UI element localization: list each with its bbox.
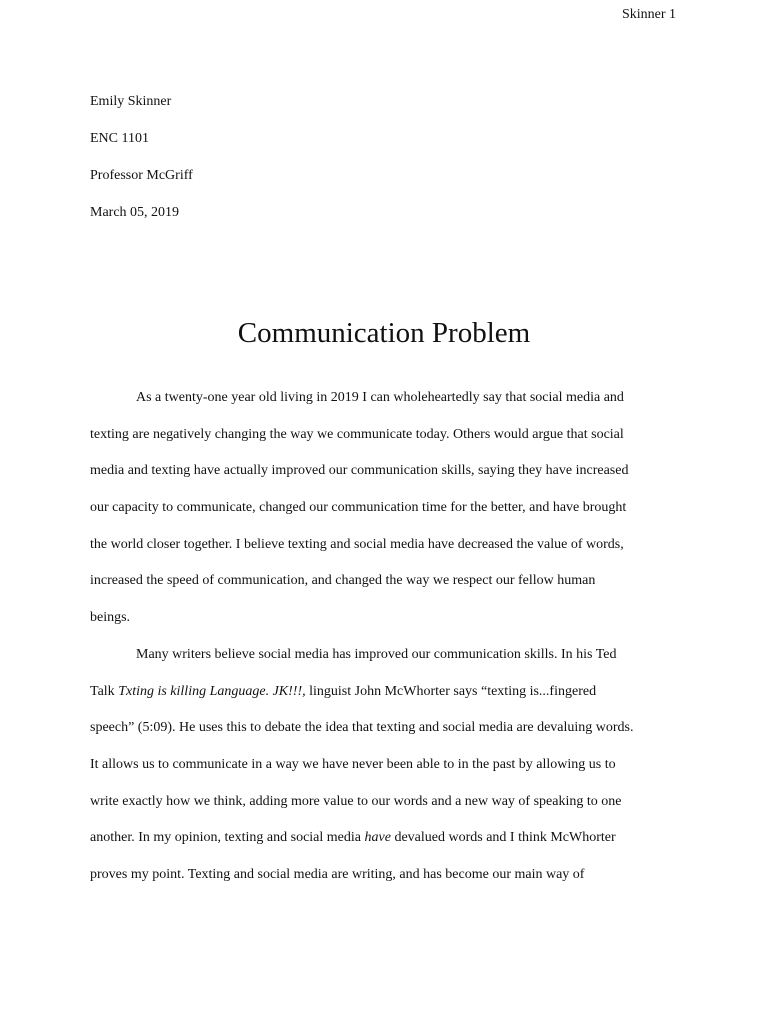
text-segment: devalued words and I think McWhorter <box>390 830 616 846</box>
mla-heading <box>90 93 193 241</box>
paragraph-1-line-4: our capacity to communicate, changed our communication time for the better, and have brought <box>90 500 627 516</box>
paragraph-1-line-6: increased the speed of communication, and changed the way we respect our fellow human <box>90 573 596 589</box>
course-name: ENC 1101 <box>90 131 149 146</box>
cited-talk-title: Txting is killing Language. JK!!!, <box>118 683 306 699</box>
professor-name: Professor McGriff <box>90 168 193 183</box>
paragraph-1-line-3: media and texting have actually improved our communication skills, saying they have increased <box>90 463 629 479</box>
paragraph-1-line-2: texting are negatively changing the way we communicate today. Others would argue that social <box>90 426 624 442</box>
paragraph-1-line-5: the world closer together. I believe texting and social media have decreased the value of words, <box>90 536 624 552</box>
document-date: March 05, 2019 <box>90 205 180 220</box>
author-name: Emily Skinner <box>90 94 172 109</box>
text-segment: another. In my opinion, texting and social media <box>90 830 365 846</box>
paragraph-2-line-3: speech” (5:09). He uses this to debate the idea that texting and social media are devaluing words. <box>90 720 634 736</box>
document-title: Communication Problem <box>237 317 531 349</box>
text-segment: linguist John McWhorter says “texting is...fingered <box>305 683 597 699</box>
paragraph-1-line-1: As a twenty-one year old living in 2019 I can wholeheartedly say that social media and <box>136 390 624 405</box>
paragraph-2-line-5: write exactly how we think, adding more value to our words and a new way of speaking to one <box>90 793 622 809</box>
running-head: Skinner 1 <box>621 7 676 22</box>
paragraph-2-line-7: proves my point. Texting and social media are writing, and has become our main way of <box>90 866 585 882</box>
paragraph-2-line-4: It allows us to communicate in a way we have never been able to in the past by allowing us to <box>90 756 616 772</box>
paragraph-1-line-7: beings. <box>90 610 131 626</box>
emphasized-word: have <box>364 830 391 846</box>
paragraph-2-line-6 <box>90 829 678 866</box>
essay-body <box>90 389 678 903</box>
paragraph-2-line-2 <box>90 683 678 720</box>
text-segment: Talk <box>90 683 119 699</box>
paragraph-2-line-1: Many writers believe social media has improved our communication skills. In his Ted <box>136 646 617 662</box>
